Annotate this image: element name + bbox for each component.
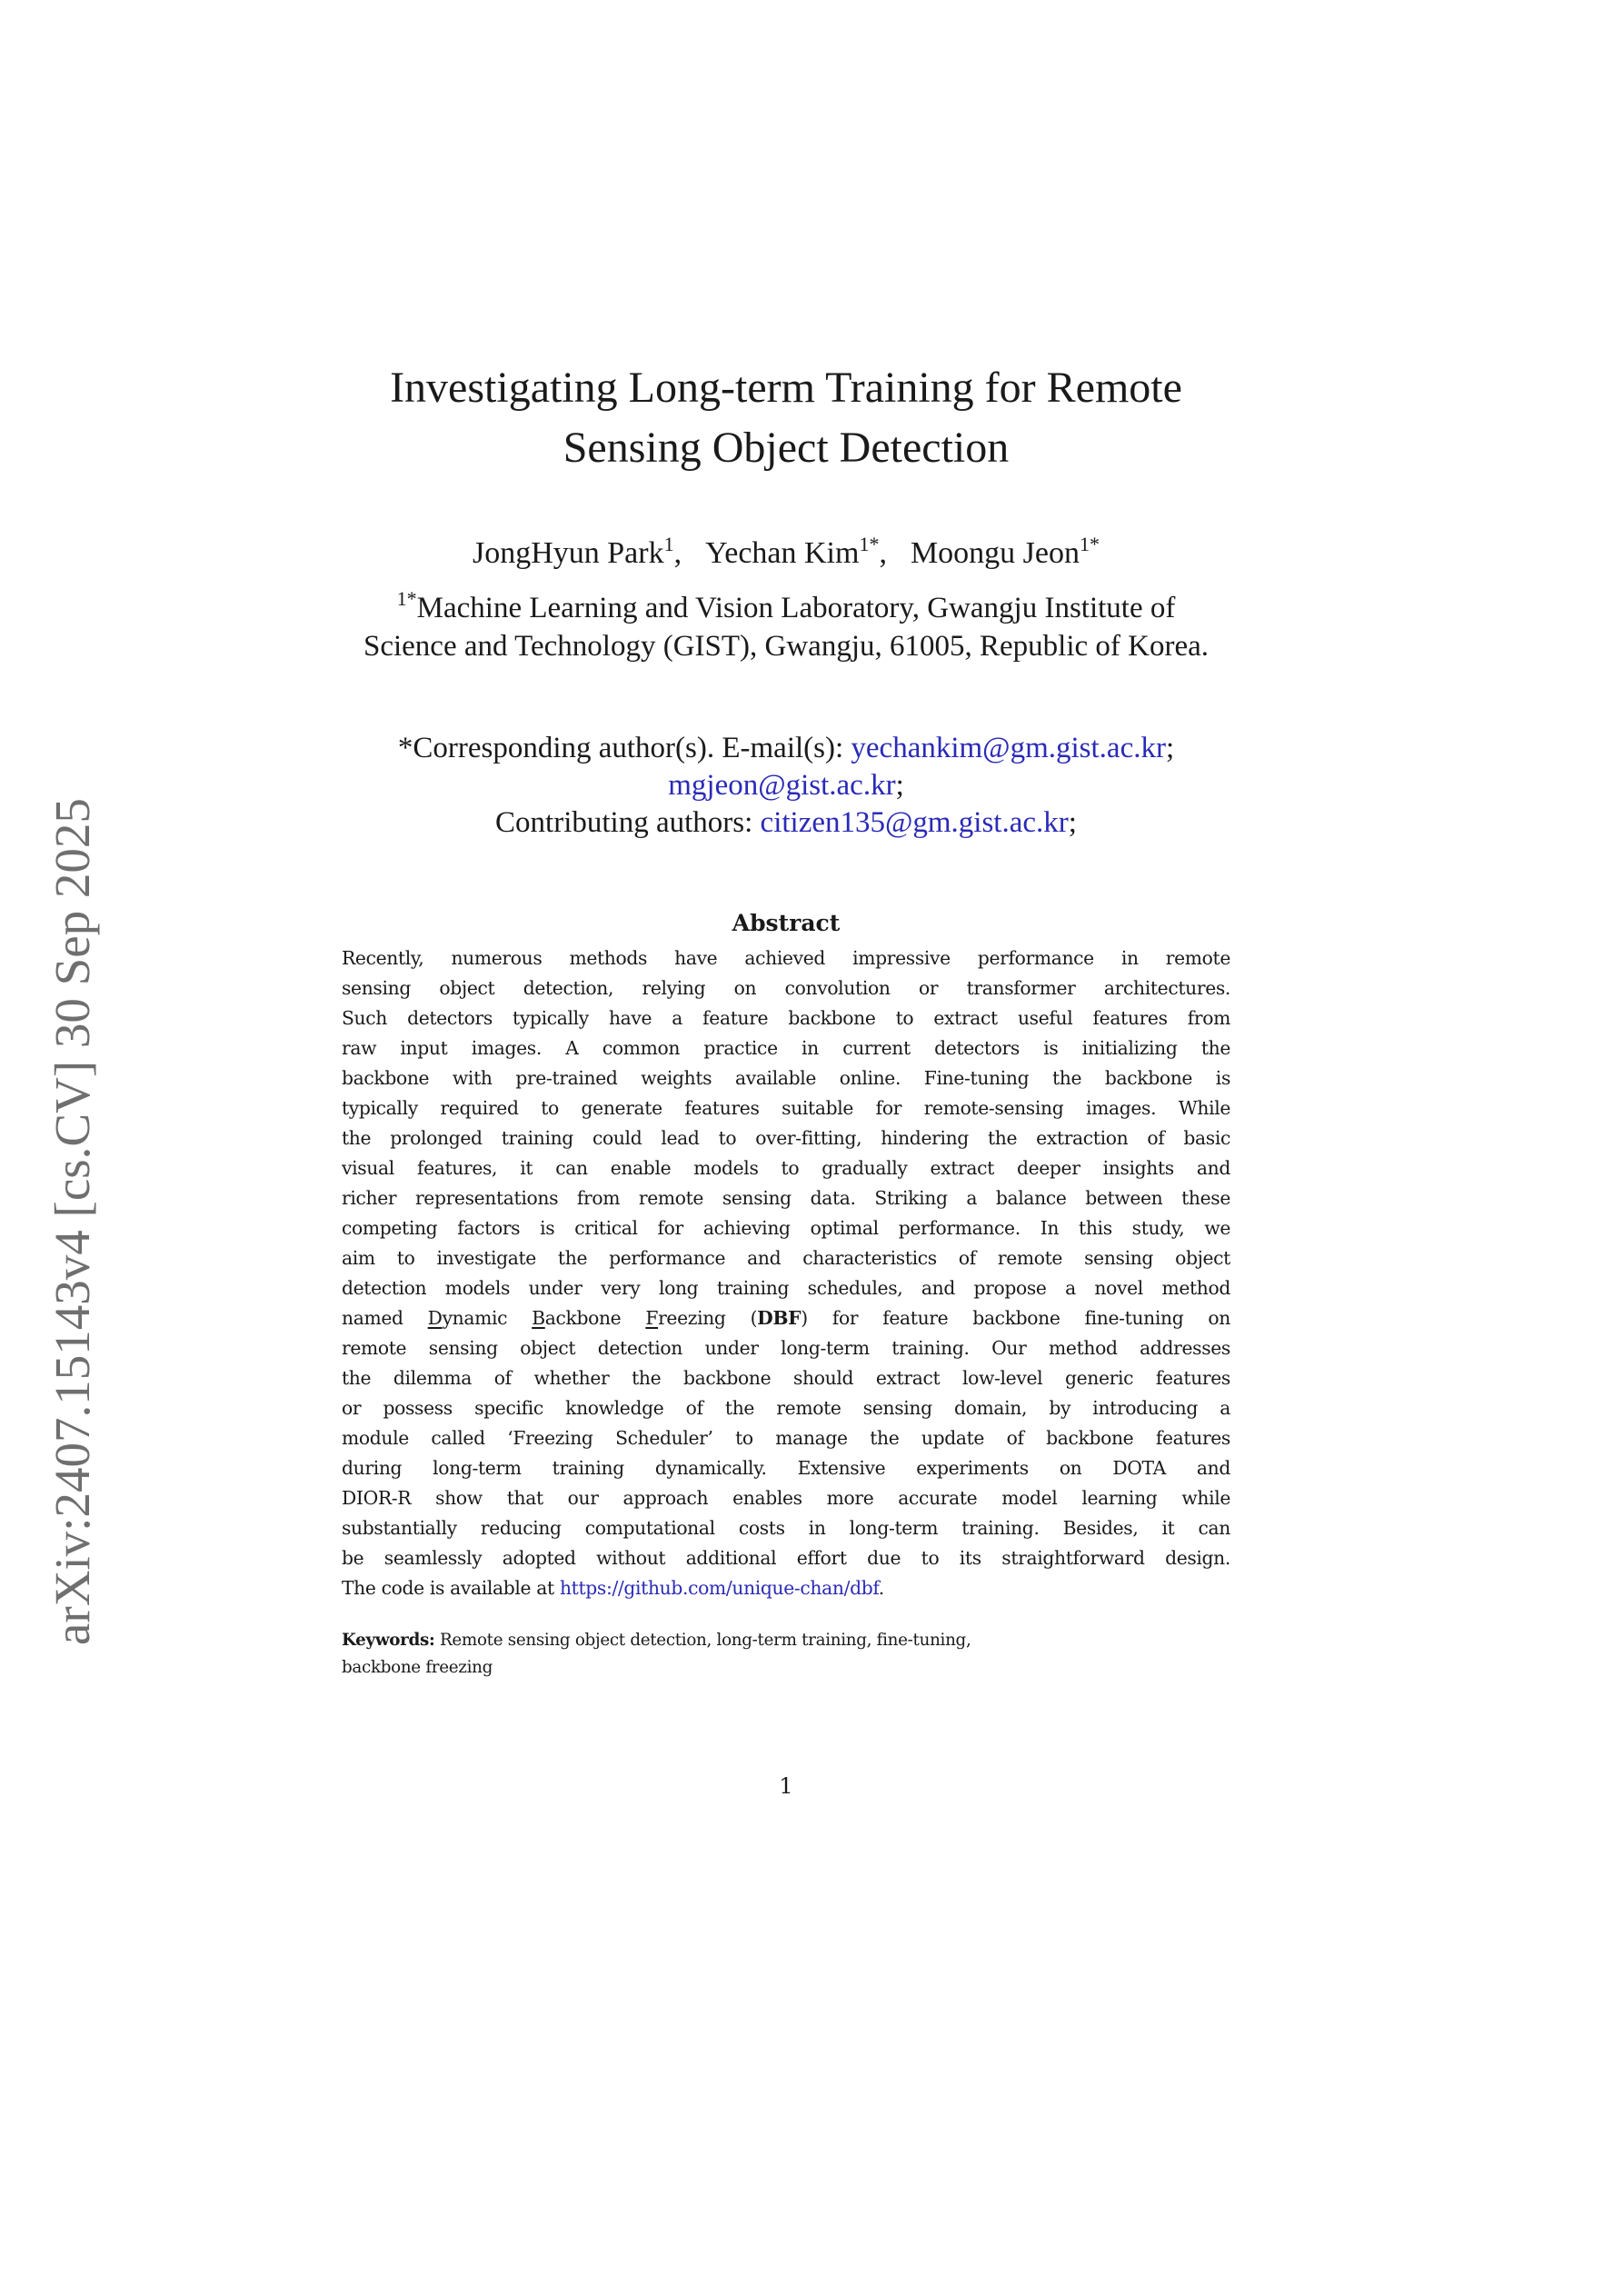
abstract-line: remote sensing object detection under long-term training. Our method addresses: [342, 1337, 1230, 1359]
abstract-line: aim to investigate the performance and characteristics of remote sensing object: [342, 1247, 1230, 1269]
author-name: Moongu Jeon: [910, 536, 1080, 570]
abstract-line: sensing object detection, relying on convolution or transformer architectures.: [342, 977, 1230, 999]
abstract-line: typically required to generate features suitable for remote-sensing images. While: [342, 1097, 1230, 1119]
abstract-line: Such detectors typically have a feature backbone to extract useful features from: [342, 1007, 1230, 1029]
author-mark: 1: [663, 533, 674, 555]
title-line-2: Sensing Object Detection: [563, 424, 1010, 472]
author-name: JongHyun Park: [472, 536, 664, 570]
corresponding-label: *Corresponding author(s). E-mail(s):: [397, 732, 851, 764]
abstract-line: competing factors is critical for achieving optimal performance. In this study, we: [342, 1217, 1230, 1239]
abstract-line: be seamlessly adopted without additional effort due to its straightforward design.: [342, 1547, 1230, 1569]
email-link-citizen135[interactable]: citizen135@gm.gist.ac.kr: [760, 806, 1069, 839]
affiliation-line-1: $^{1*}$Machine Learning and Vision Laboratory, Gwangju Institute of: [396, 587, 1176, 624]
email-link-yechankim[interactable]: yechankim@gm.gist.ac.kr: [851, 732, 1166, 764]
abstract-line: during long-term training dynamically. Extensive experiments on DOTA and: [342, 1457, 1230, 1479]
abstract-line-code: The code is available at https://github.com/unique-chan/dbf.: [342, 1577, 884, 1599]
abstract-line: backbone with pre-trained weights available online. Fine-tuning the backbone is: [342, 1067, 1230, 1089]
affiliation-mark: 1*: [396, 587, 417, 610]
keywords-line-1: Keywords: Remote sensing object detection, long-term training, fine-tuning,: [342, 1631, 971, 1650]
abstract-line: Recently, numerous methods have achieved impressive performance in remote: [342, 947, 1230, 969]
keywords-label: Keywords:: [342, 1631, 435, 1650]
abstract-line: detection models under very long training schedules, and propose a novel method: [342, 1277, 1230, 1299]
corresponding-line-2: mgjeon@gist.ac.kr;: [668, 769, 904, 802]
author-name: Yechan Kim: [705, 536, 860, 570]
abstract-line: module called ‘Freezing Scheduler’ to manage the update of backbone features: [342, 1427, 1230, 1449]
abstract-line: raw input images. A common practice in current detectors is initializing the: [342, 1037, 1230, 1059]
abstract-line: the prolonged training could lead to over-fitting, hindering the extraction of basic: [342, 1127, 1230, 1149]
author-mark: 1*: [1080, 533, 1100, 555]
abstract-line: DIOR-R show that our approach enables more accurate model learning while: [342, 1487, 1230, 1509]
dbf-abbreviation: DBF: [757, 1307, 802, 1329]
contributing-label: Contributing authors:: [495, 806, 761, 839]
abstract-line-dbf: named Dynamic Backbone Freezing (DBF) for feature backbone fine-tuning on: [342, 1307, 1230, 1329]
keywords-line-2: backbone freezing: [342, 1658, 493, 1677]
abstract-line: visual features, it can enable models to gradually extract deeper insights and: [342, 1157, 1230, 1179]
abstract-line: or possess specific knowledge of the remote sensing domain, by introducing a: [342, 1397, 1230, 1419]
abstract-body: [342, 943, 1230, 1603]
affiliation: [273, 589, 1299, 665]
abstract-line: substantially reducing computational costs in long-term training. Besides, it can: [342, 1517, 1230, 1539]
abstract-heading: Abstract: [732, 910, 841, 936]
author-mark: 1*: [859, 533, 880, 555]
paper-title: [273, 358, 1299, 478]
arxiv-sidebar: [41, 674, 105, 1645]
code-repository-link[interactable]: https://github.com/unique-chan/dbf: [559, 1577, 879, 1599]
abstract-line: the dilemma of whether the backbone should extract low-level generic features: [342, 1367, 1230, 1389]
title-line-1: Investigating Long-term Training for Remote: [390, 364, 1182, 412]
keywords-block: [342, 1627, 1230, 1682]
correspondence-block: [273, 730, 1299, 842]
author-list: JongHyun Park$^1$, Yechan Kim$^{1*}$, Moongu Jeon$^{1*}$: [472, 533, 1100, 570]
contributing-line: Contributing authors: citizen135@gm.gist.ac.kr;: [495, 806, 1077, 839]
page-number: 1: [779, 1773, 793, 1799]
affiliation-line-2: Science and Technology (GIST), Gwangju, 61005, Republic of Korea.: [363, 630, 1209, 663]
abstract-line: richer representations from remote sensing data. Striking a balance between these: [342, 1187, 1230, 1209]
arxiv-identifier: arXiv:2407.15143v4 [cs.CV] 30 Sep 2025: [45, 798, 100, 1645]
email-link-mgjeon[interactable]: mgjeon@gist.ac.kr: [668, 769, 896, 802]
corresponding-line: *Corresponding author(s). E-mail(s): yechankim@gm.gist.ac.kr;: [397, 732, 1175, 764]
